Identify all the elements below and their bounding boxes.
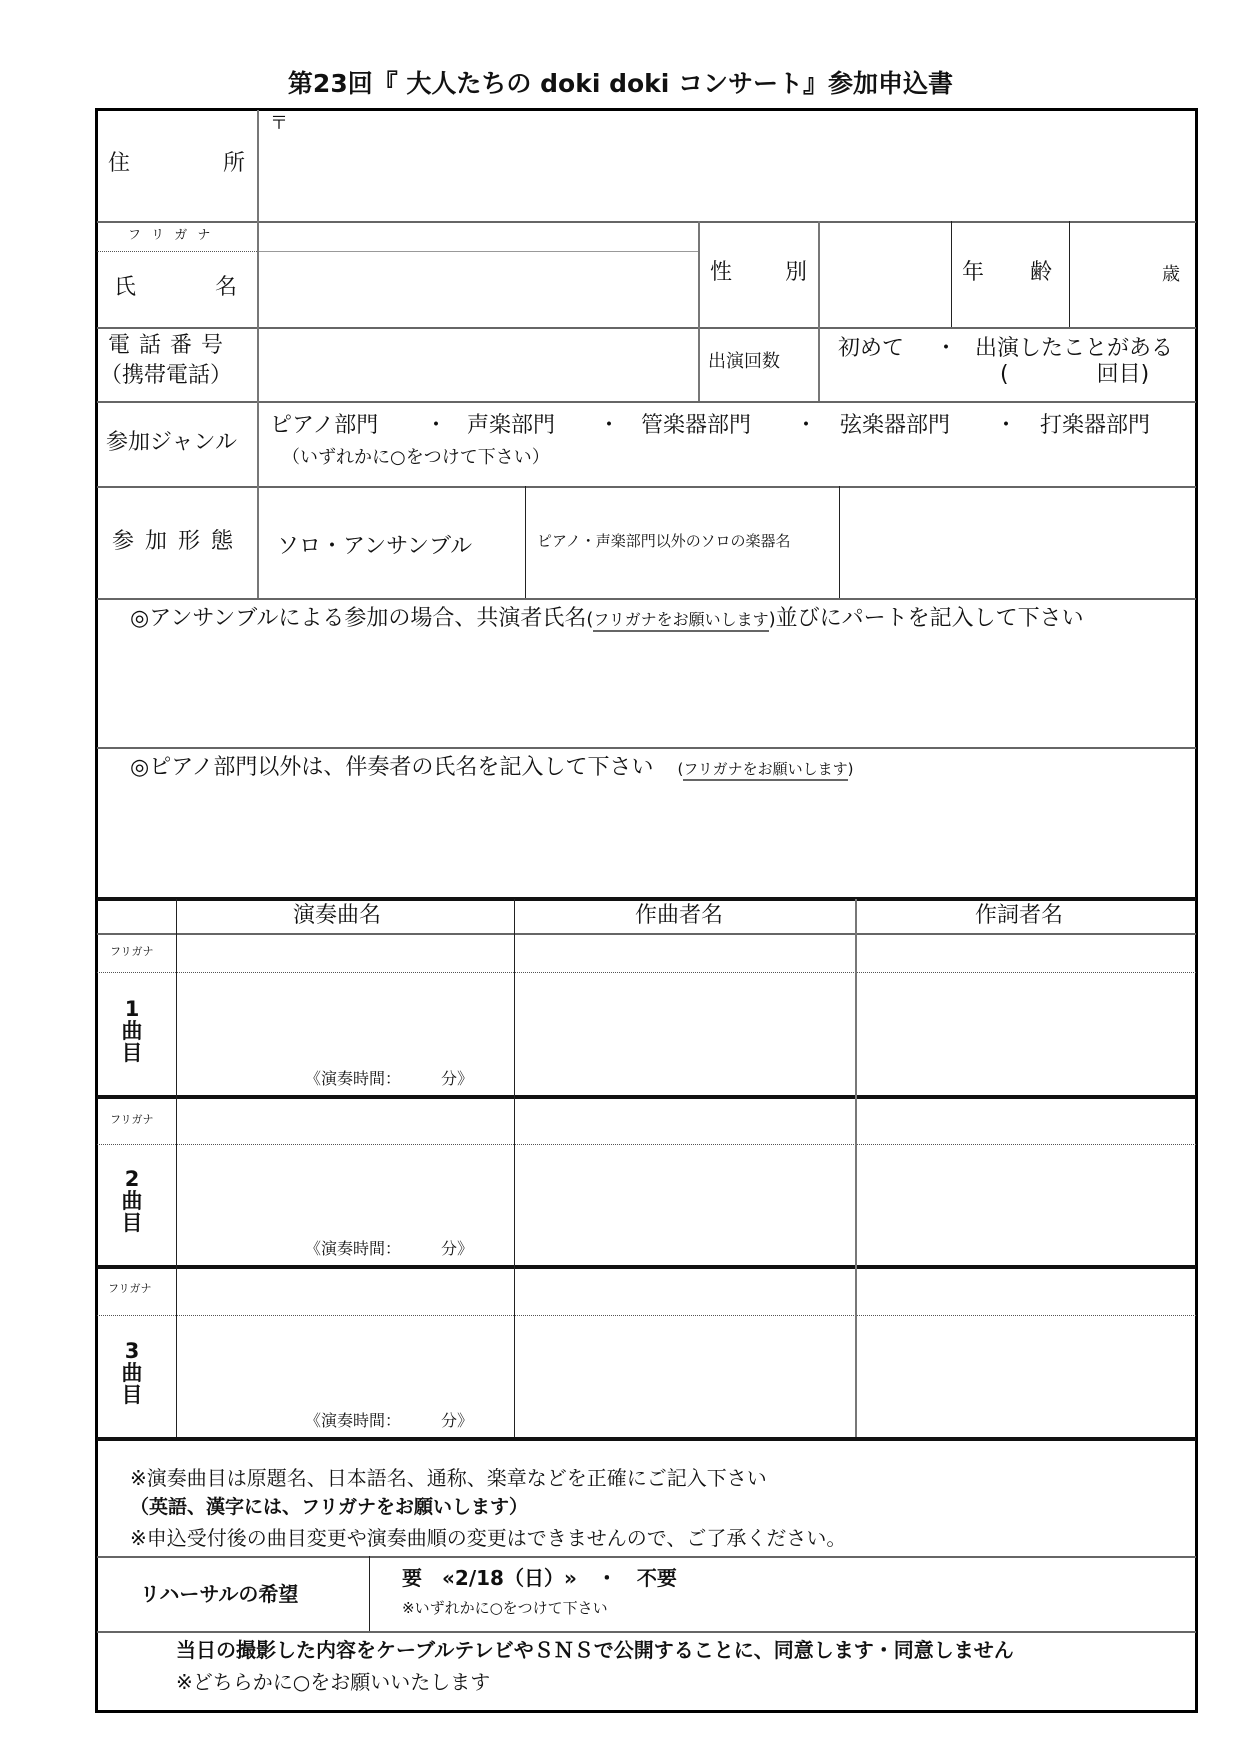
furigana-label: フ リ ガ ナ [128, 228, 214, 243]
furigana-label: フリガナ [110, 945, 154, 958]
accompanist-field[interactable] [97, 790, 1196, 895]
paren: ( [677, 760, 684, 778]
song-furigana-field[interactable] [178, 1099, 1196, 1143]
genre-label: 参加ジャンル [106, 430, 238, 455]
name-label: 氏 [114, 275, 137, 300]
ensemble-note-text: 並びにパートを記入して下さい [775, 606, 1084, 631]
age-label: 年 [962, 260, 985, 285]
ensemble-note-text: ◎アンサンブルによる参加の場合、共演者氏名 [130, 606, 587, 631]
genre-separator: ・ [598, 413, 621, 438]
song-furigana-field[interactable] [178, 935, 1196, 971]
song-duration: 《演奏時間： 分》 [305, 1069, 474, 1088]
song-title-field[interactable] [178, 1146, 1196, 1234]
note-line: ※申込受付後の曲目変更や演奏曲順の変更はできませんので、ご了承ください。 [130, 1526, 847, 1550]
furigana-field[interactable] [260, 223, 697, 250]
divider [97, 401, 1196, 403]
consent-note: ※どちらかに○をお願いいたします [176, 1670, 491, 1694]
divider [97, 598, 1196, 600]
divider [1069, 221, 1070, 327]
song-number-digit: 1 [124, 997, 140, 1021]
song-number [112, 1340, 152, 1406]
divider [525, 486, 526, 598]
appearances-count[interactable]: ( 回目) [1000, 362, 1150, 387]
paren: ) [768, 609, 776, 630]
page-title: 第23回『 大人たちの doki doki コンサート』参加申込書 [287, 69, 954, 98]
divider [698, 221, 700, 401]
song-number-kanji: 目 [121, 1041, 143, 1066]
ensemble-members-field[interactable] [97, 640, 1196, 745]
column-header-title: 演奏曲名 [293, 903, 382, 928]
appearances-previous[interactable]: 出演したことがある [975, 336, 1174, 361]
phone-field[interactable] [260, 329, 697, 400]
appearances-label: 出演回数 [708, 351, 780, 372]
age-unit: 歳 [1162, 264, 1180, 285]
divider [176, 899, 177, 1437]
gender-field[interactable] [821, 223, 950, 326]
furigana-request: フリガナをお願いします [683, 760, 847, 781]
divider [97, 747, 1196, 749]
ensemble-note [130, 607, 1084, 631]
genre-separator: ・ [795, 413, 818, 438]
paren: ( [586, 609, 594, 630]
consent-text[interactable]: 当日の撮影した内容をケーブルテレビやＳＮＳで公開することに、同意します・同意しません [176, 1638, 1014, 1662]
genre-option[interactable]: 打楽器部門 [1040, 413, 1151, 438]
song-furigana-field[interactable] [178, 1269, 1196, 1313]
column-header-lyricist: 作詞者名 [975, 903, 1064, 928]
gender-label: 性 [710, 260, 733, 285]
genre-note: （いずれかに○をつけて下さい） [282, 447, 550, 468]
song-number [112, 1168, 152, 1234]
rehearsal-label: リハーサルの希望 [140, 1582, 299, 1606]
genre-option[interactable]: 弦楽器部門 [840, 413, 951, 438]
gender-label: 別 [785, 260, 808, 285]
rehearsal-note: ※いずれかに○をつけて下さい [402, 1599, 608, 1617]
song-title-field[interactable] [178, 1317, 1196, 1405]
accompanist-note [130, 756, 853, 780]
appearances-separator: ・ [935, 336, 958, 361]
appearances-first[interactable]: 初めて [838, 336, 905, 361]
song-duration: 《演奏時間： 分》 [305, 1239, 474, 1258]
address-field[interactable] [260, 110, 1196, 220]
song-number [112, 998, 152, 1064]
song-title-field[interactable] [178, 974, 1196, 1062]
note-line: ※演奏曲目は原題名、日本語名、通称、楽章などを正確にご記入下さい [130, 1466, 767, 1490]
song-number-kanji: 曲 [121, 1361, 143, 1386]
name-label: 名 [215, 275, 238, 300]
divider [97, 1437, 1196, 1441]
address-label: 住 [108, 151, 131, 176]
instrument-label: ピアノ・声楽部門以外のソロの楽器名 [537, 532, 791, 550]
furigana-label: フリガナ [110, 1113, 154, 1126]
postal-mark: 〒 [270, 113, 288, 134]
form-type-label: 参 加 形 態 [112, 529, 235, 554]
name-field[interactable] [260, 253, 697, 326]
genre-separator: ・ [425, 413, 448, 438]
paren: ) [847, 760, 854, 778]
rehearsal-options[interactable]: 要 «2/18（日）» ・ 不要 [402, 1566, 677, 1590]
age-label: 齢 [1030, 260, 1053, 285]
song-number-digit: 3 [124, 1339, 140, 1363]
genre-option[interactable]: ピアノ部門 [270, 413, 379, 438]
note-line-bold: （英語、漢字には、フリガナをお願いします） [130, 1496, 529, 1518]
phone-label: 電 話 番 号 [108, 333, 224, 358]
divider [818, 221, 820, 401]
phone-label-mobile: （携帯電話） [100, 363, 233, 388]
divider [97, 1144, 1196, 1145]
furigana-request: フリガナをお願いします [593, 610, 768, 632]
song-duration: 《演奏時間： 分》 [305, 1411, 474, 1430]
divider [97, 1315, 1196, 1316]
accompanist-note-text: ◎ピアノ部門以外は、伴奏者の氏名を記入して下さい [130, 755, 654, 780]
genre-option[interactable]: 管楽器部門 [641, 413, 752, 438]
address-label: 所 [223, 151, 246, 176]
form-type-options[interactable]: ソロ・アンサンブル [277, 534, 473, 559]
divider [839, 486, 840, 598]
song-number-digit: 2 [124, 1167, 140, 1191]
divider [97, 897, 1196, 901]
instrument-field[interactable] [842, 488, 1196, 597]
genre-separator: ・ [995, 413, 1018, 438]
column-header-composer: 作曲者名 [635, 903, 724, 928]
genre-option[interactable]: 声楽部門 [467, 413, 556, 438]
divider [259, 251, 699, 252]
song-number-kanji: 目 [121, 1211, 143, 1236]
song-number-kanji: 目 [121, 1383, 143, 1408]
song-number-kanji: 曲 [121, 1189, 143, 1214]
divider [951, 221, 952, 327]
divider [257, 110, 259, 598]
furigana-label: フリガナ [108, 1282, 152, 1295]
song-number-kanji: 曲 [121, 1019, 143, 1044]
divider [369, 1556, 370, 1631]
divider [97, 251, 259, 252]
divider [97, 1631, 1196, 1633]
divider [97, 1556, 1196, 1558]
divider [97, 972, 1196, 973]
